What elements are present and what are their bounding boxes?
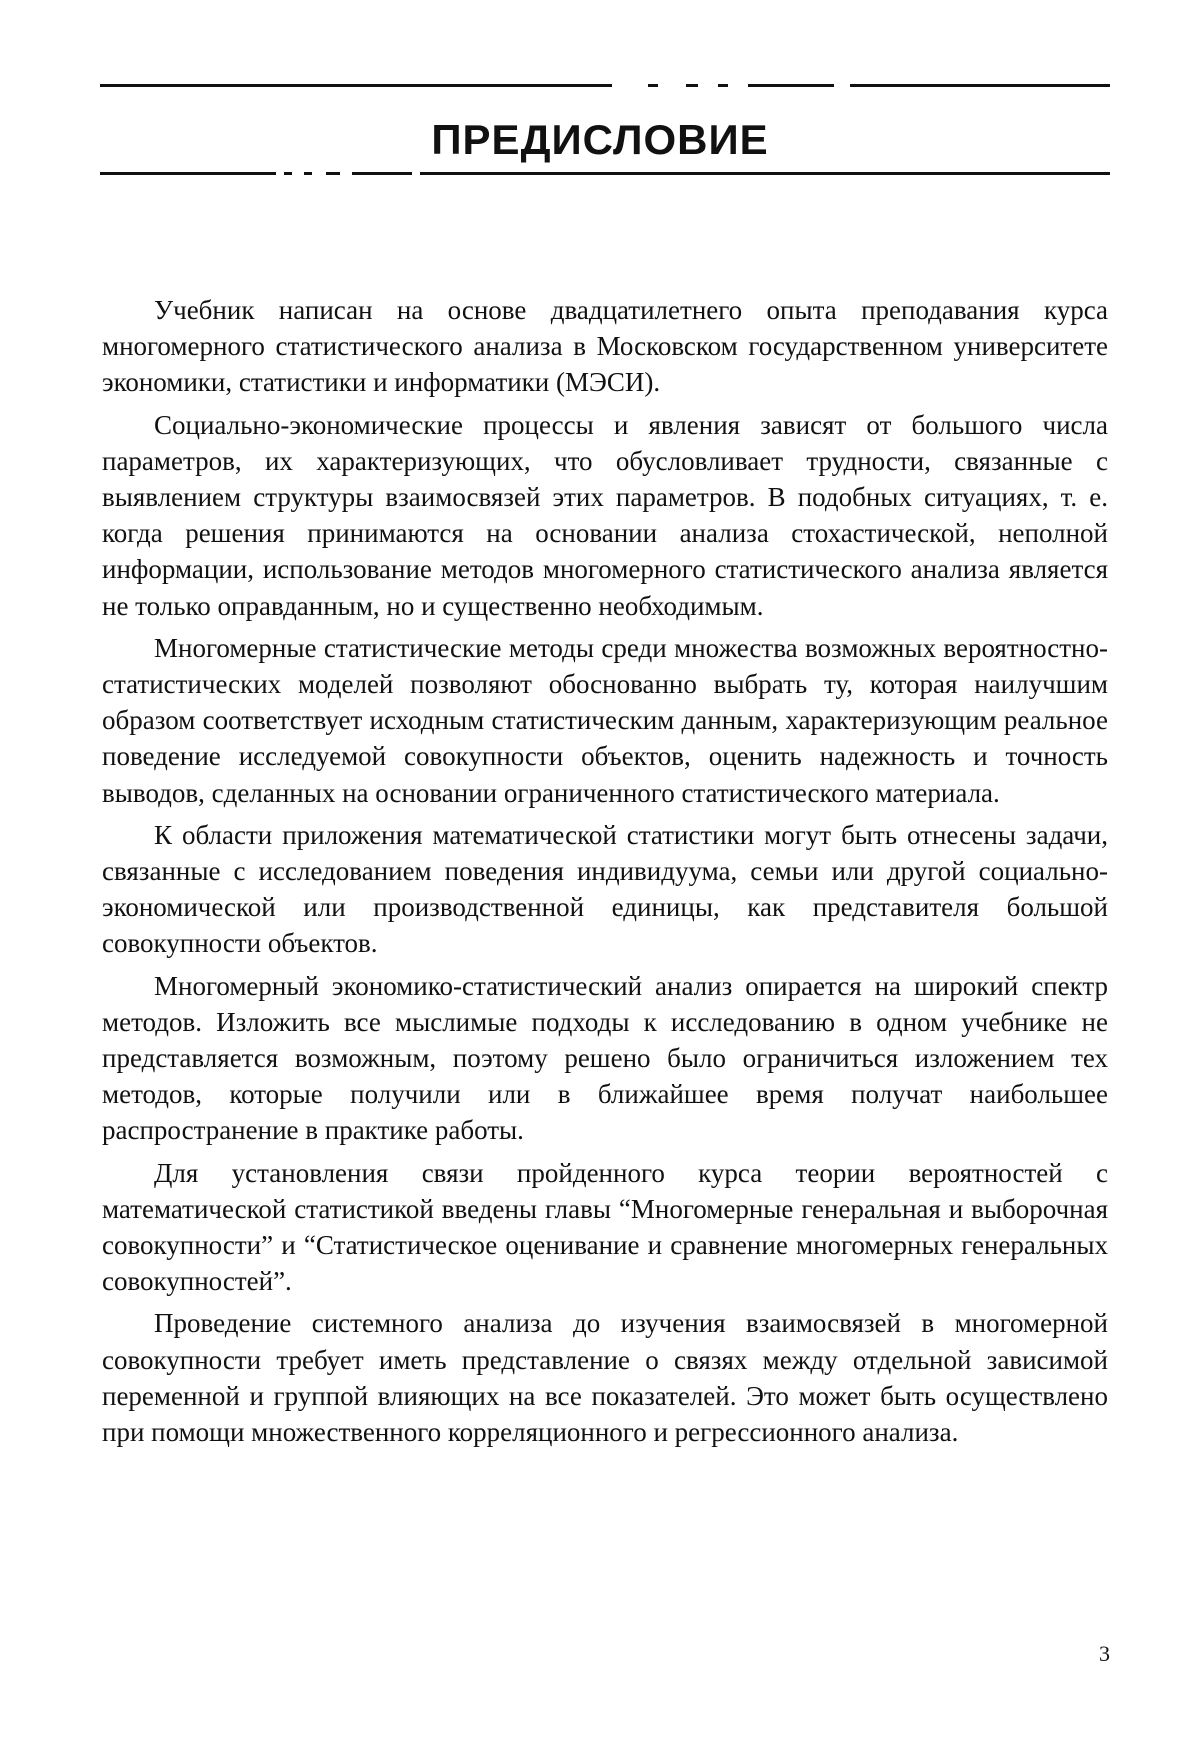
header-rule-bottom-segment xyxy=(420,172,1110,175)
header-rule-bottom-dash xyxy=(304,172,312,175)
page-number: 3 xyxy=(1099,1641,1110,1666)
paragraph: К области приложения математической статистики могут быть отнесены задачи, связанные с исследованием поведения индивидуума, семьи или другой социально-экономической или производственной единицы, как представителя большой совокупности объектов. xyxy=(102,819,1108,959)
paragraph: Многомерные статистические методы среди множества возможных вероятностно-статистических моделей позволяют обоснованно выбрать ту, которая наилучшим образом соответствует исходным статистическим данным, характеризующим реальное поведение исследуемой совокупности объектов, оценить надежность и точность выводов, сделанных на основании ограниченного статистического материала. xyxy=(102,632,1108,808)
header-rule-bottom-dash xyxy=(284,172,292,175)
paragraph: Проведение системного анализа до изучения взаимосвязей в многомерной совокупности требует иметь представление о связях между отдельной зависимой переменной и группой влияющих на все показателей. Это может быть осуществлено при помощи множественного корреляционного и регрессионного анализа. xyxy=(102,1308,1108,1448)
page-title: ПРЕДИСЛОВИЕ xyxy=(431,116,769,163)
paragraph: Для установления связи пройденного курса теории вероятностей с математической статистикой введены главы “Многомерные генеральная и выборочная совокупности” и “Статистическое оценивание и сравнение многомерных генеральных совокупностей”. xyxy=(102,1157,1108,1297)
header-rule-top-segment xyxy=(850,84,1110,87)
header-rule-top-segment xyxy=(748,84,834,87)
header-rule-top-dash xyxy=(718,84,728,87)
header-rule-bottom-segment xyxy=(352,172,412,175)
header-rule-top-dash xyxy=(686,84,698,87)
paragraph: Учебник написан на основе двадцатилетнего опыта преподавания курса многомерного статистического анализа в Московском государственном университете экономики, статистики и информатики (МЭСИ). xyxy=(102,295,1108,398)
header-rule-bottom xyxy=(100,172,276,175)
paragraph: Многомерный экономико-статистический анализ опирается на широкий спектр методов. Изложить все мыслимые подходы к исследованию в одном учебнике не представляется возможным, поэтому решено было ограничиться изложением тех методов, которые получили или в ближайшее время получат наибольшее распространение в практике работы. xyxy=(102,970,1108,1146)
header-rule-top xyxy=(100,84,612,87)
paragraph: Социально-экономические процессы и явления зависят от большого числа параметров, их характеризующих, что обусловливает трудности, связанные с выявлением структуры взаимосвязей этих параметров. В подобных ситуациях, т. е. когда решения принимаются на основании анализа стохастической, неполной информации, использование методов многомерного статистического анализа является не только оправданным, но и существенно необходимым. xyxy=(102,409,1108,621)
body-text xyxy=(102,292,1108,1456)
header-rule-bottom-dash xyxy=(326,172,340,175)
header-rule-top-dash xyxy=(648,84,658,87)
